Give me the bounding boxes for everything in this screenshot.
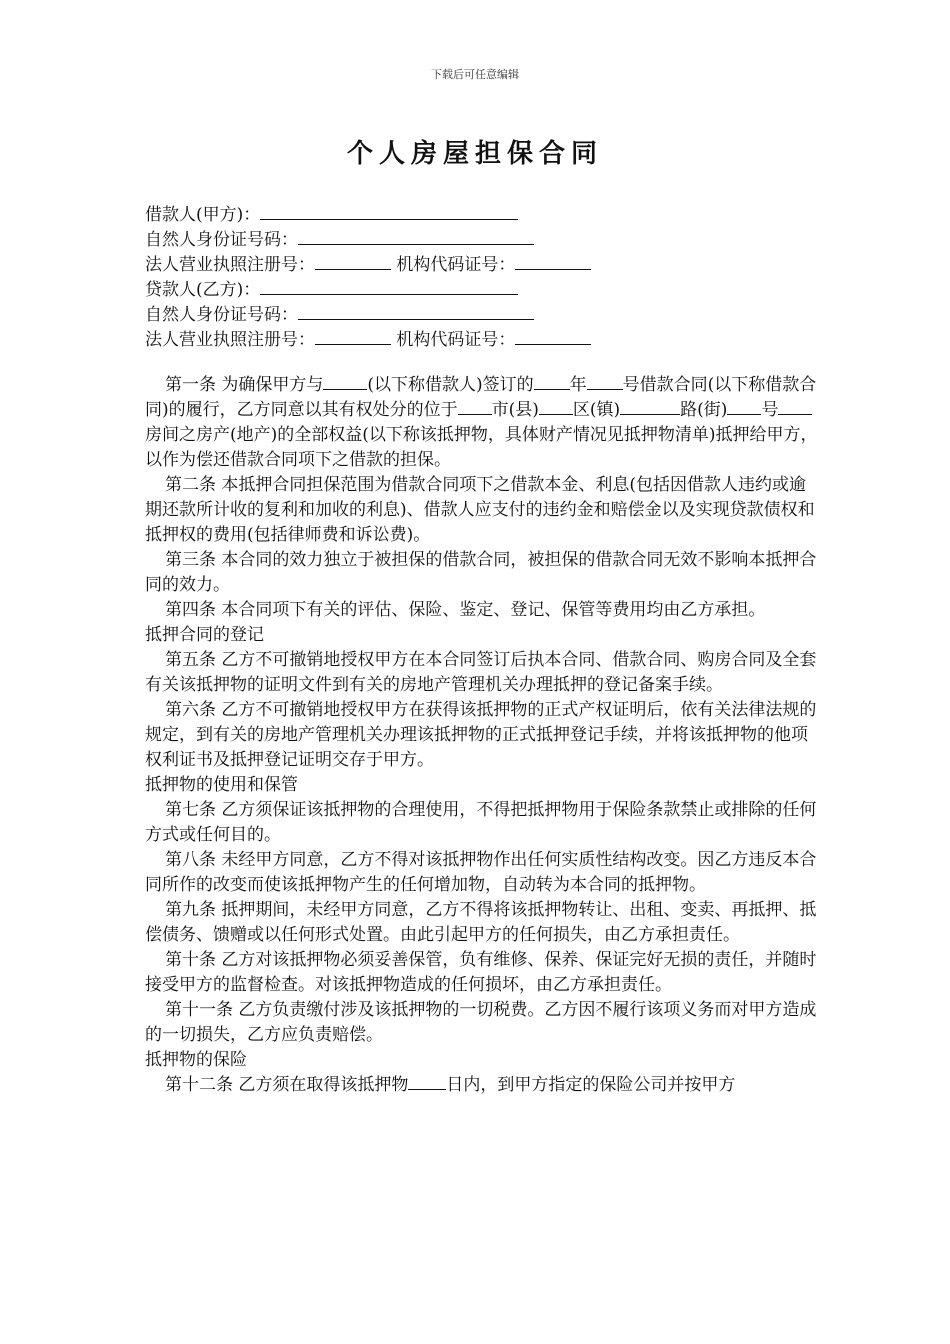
contract-body bbox=[145, 373, 821, 1098]
article-1-text-b: (以下称借款人)签订的 bbox=[367, 375, 534, 395]
article-1 bbox=[145, 373, 821, 473]
document-title: 个人房屋担保合同 bbox=[346, 139, 603, 169]
article-12-text-b: 日内，到甲方指定的保险公司并按甲方 bbox=[446, 1075, 736, 1095]
blank bbox=[778, 398, 812, 415]
article-1-text-h: 号 bbox=[761, 400, 779, 420]
lender-license-blank bbox=[315, 326, 391, 345]
article-1-text-e: 市(县) bbox=[491, 400, 539, 420]
lender-blank bbox=[260, 276, 518, 295]
section-heading-use-custody: 抵押物的使用和保管 bbox=[145, 775, 298, 795]
borrower-blank bbox=[260, 201, 518, 220]
borrower-id-field bbox=[145, 226, 825, 251]
blank bbox=[539, 398, 573, 415]
borrower-license-blank bbox=[315, 251, 391, 270]
party-info-section bbox=[145, 201, 825, 351]
article-2: 第二条 本抵押合同担保范围为借款合同项下之借款本金、利息(包括因借款人违约或逾期还款所计收的复利和加收的利息)、借款人应支付的违约金和赔偿金以及实现贷款债权和抵押权的费用(包括律师费和诉讼费)。 bbox=[145, 475, 815, 545]
borrower-label: 借款人(甲方)： bbox=[145, 205, 261, 225]
article-1-text-g: 路(街) bbox=[680, 400, 728, 420]
article-11: 第十一条 乙方负责缴付涉及该抵押物的一切税费。乙方因不履行该项义务而对甲方造成的一切损失，乙方应负责赔偿。 bbox=[145, 1000, 817, 1045]
article-1-text-a: 第一条 为确保甲方与 bbox=[165, 375, 324, 395]
section-heading-registration: 抵押合同的登记 bbox=[145, 625, 264, 645]
article-10: 第十条 乙方对该抵押物必须妥善保管，负有维修、保养、保证完好无损的责任，并随时接受甲方的监督检查。对该抵押物造成的任何损坏，由乙方承担责任。 bbox=[145, 950, 817, 995]
lender-label: 贷款人(乙方)： bbox=[145, 280, 261, 300]
article-6: 第六条 乙方不可撤销地授权甲方在获得该抵押物的正式产权证明后，依有关法律法规的规定，到有关的房地产管理机关办理该抵押物的正式抵押登记手续，并将该抵押物的他项权利证书及抵押登记证明交存于甲方。 bbox=[145, 700, 817, 770]
blank bbox=[534, 373, 570, 390]
header-note: 下载后可任意编辑 bbox=[431, 68, 519, 81]
article-8: 第八条 未经甲方同意，乙方不得对该抵押物作出任何实质性结构改变。因乙方违反本合同所作的改变而使该抵押物产生的任何增加物，自动转为本合同的抵押物。 bbox=[145, 850, 817, 895]
lender-org-code-label: 机构代码证号： bbox=[396, 330, 516, 350]
blank bbox=[587, 373, 623, 390]
borrower-id-blank bbox=[298, 226, 534, 245]
blank bbox=[408, 1073, 446, 1090]
blank bbox=[458, 398, 492, 415]
article-12-text-a: 第十二条 乙方须在取得该抵押物 bbox=[165, 1075, 409, 1095]
article-4: 第四条 本合同项下有关的评估、保险、鉴定、登记、保管等费用均由乙方承担。 bbox=[165, 600, 766, 620]
article-1-text-f: 区(镇) bbox=[572, 400, 621, 420]
section-heading-insurance: 抵押物的保险 bbox=[145, 1050, 247, 1070]
article-7: 第七条 乙方须保证该抵押物的合理使用，不得把抵押物用于保险条款禁止或排除的任何方式或任何目的。 bbox=[145, 800, 817, 845]
article-5: 第五条 乙方不可撤销地授权甲方在本合同签订后执本合同、借款合同、购房合同及全套有关该抵押物的证明文件到有关的房地产管理机关办理抵押的登记备案手续。 bbox=[145, 650, 817, 695]
lender-id-field bbox=[145, 301, 825, 326]
borrower-license-field bbox=[145, 251, 825, 276]
lender-field bbox=[145, 276, 825, 301]
article-3: 第三条 本合同的效力独立于被担保的借款合同，被担保的借款合同无效不影响本抵押合同的效力。 bbox=[145, 550, 817, 595]
borrower-license-label: 法人营业执照注册号： bbox=[145, 255, 315, 275]
blank bbox=[620, 398, 680, 415]
lender-id-label: 自然人身份证号码： bbox=[145, 305, 298, 325]
borrower-field bbox=[145, 201, 825, 226]
lender-org-code-blank bbox=[515, 326, 591, 345]
article-1-text-i: 房间之房产(地产)的全部权益(以下称该抵押物，具体财产情况见抵押物清单)抵押给甲方，以作为偿还借款合同项下之借款的担保。 bbox=[145, 425, 818, 470]
article-1-text-d: 号借款合同(以下称借款合同)的履行，乙方同意以其有权处分的位于 bbox=[145, 375, 817, 420]
article-1-text-c: 年 bbox=[569, 375, 587, 395]
article-12 bbox=[145, 1073, 821, 1098]
lender-license-field bbox=[145, 326, 825, 351]
borrower-id-label: 自然人身份证号码： bbox=[145, 230, 298, 250]
blank bbox=[323, 373, 367, 390]
lender-id-blank bbox=[298, 301, 534, 320]
borrower-org-code-blank bbox=[515, 251, 591, 270]
borrower-org-code-label: 机构代码证号： bbox=[396, 255, 516, 275]
article-9: 第九条 抵押期间，未经甲方同意，乙方不得将该抵押物转让、出租、变卖、再抵押、抵偿债务、馈赠或以任何形式处置。由此引起甲方的任何损失，由乙方承担责任。 bbox=[145, 900, 817, 945]
blank bbox=[727, 398, 761, 415]
lender-license-label: 法人营业执照注册号： bbox=[145, 330, 315, 350]
